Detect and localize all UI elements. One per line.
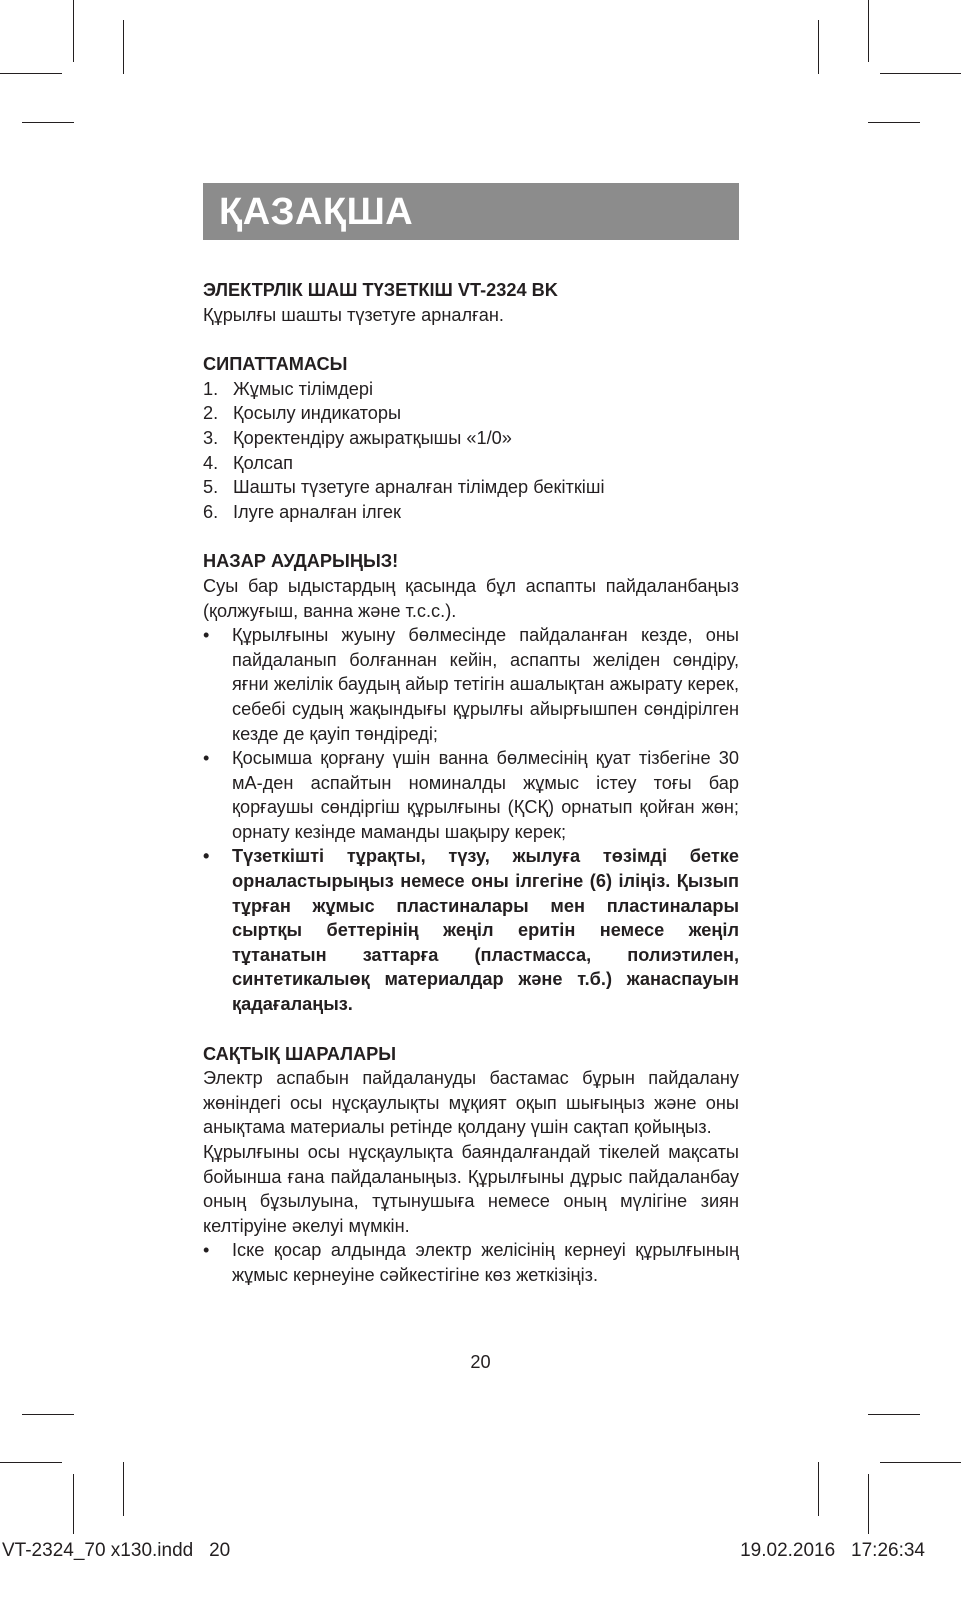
page-number: 20 <box>470 1352 491 1372</box>
slug-timestamp <box>740 1540 925 1562</box>
list-item <box>203 500 739 525</box>
crop-mark <box>123 1462 124 1516</box>
bullet-text: Түзеткішті тұрақты, түзу, жылуға төзімді бетке орналастырыңыз немесе оны ілгегіне (6) іліңіз. Қызып тұрған жұмыс пластиналары мен пластиналары сыртқы беттерінің жеңіл еритін немесе жеңіл тұтанатын заттарға (пластмасса, полиэтилен, синтетикалыөқ материалдар және т.б.) жанаспауын қадағалаңыз. <box>232 846 739 1015</box>
slug-filename: VT-2324_70 x130.indd <box>2 1540 194 1561</box>
list-item <box>203 426 739 451</box>
crop-mark <box>880 73 961 74</box>
crop-mark <box>868 1414 920 1415</box>
item-text: Қоректендіру ажыратқышы «1/0» <box>233 427 512 448</box>
crop-mark <box>868 1474 869 1534</box>
bullet-item-warning <box>203 844 739 1016</box>
list-item <box>203 475 739 500</box>
item-number: 3. <box>203 427 219 448</box>
page-content <box>203 278 739 1288</box>
bullet-marker: • <box>203 748 210 769</box>
item-text: Шашты түзетуге арналған тілімдер бекіткіші <box>233 477 605 498</box>
bullet-marker: • <box>203 846 210 867</box>
crop-mark <box>818 1462 819 1516</box>
crop-mark <box>73 1474 74 1534</box>
slug-page: 20 <box>209 1540 231 1561</box>
bullet-text: Қосымша қорғану үшін ванна бөлмесінің қуат тізбегіне 30 мА-ден аспайтын номиналды жұмыс істеу тоғы бар қорғаушы сөндіргіш құрылғыны (ҚСҚ) орнатып қойған жөн; орнату кезінде маманды шақыру керек; <box>232 748 739 842</box>
bullet-marker: • <box>203 1240 210 1261</box>
attention-bullets <box>203 623 739 1017</box>
slug-time: 17:26:34 <box>851 1540 925 1561</box>
list-item <box>203 451 739 476</box>
item-text: Ілуге арналған ілгек <box>233 501 401 522</box>
item-number: 4. <box>203 452 219 473</box>
crop-mark <box>22 122 74 123</box>
crop-mark <box>868 122 920 123</box>
bullet-item <box>203 1238 739 1287</box>
attention-intro: Суы бар ыдыстардың қасында бұл аспапты пайдаланбаңыз (қолжуғыш, ванна және т.с.с.). <box>203 575 739 621</box>
crop-mark <box>880 1462 961 1463</box>
item-number: 6. <box>203 501 219 522</box>
slug-date: 19.02.2016 <box>740 1540 836 1561</box>
bullet-text: Іске қосар алдында электр желісінің кернеуі құрылғының жұмыс кернеуіне сәйкестігіне көз жеткізіңіз. <box>232 1240 739 1285</box>
bullet-item <box>203 746 739 844</box>
crop-mark <box>0 73 62 74</box>
attention-heading: НАЗАР АУДАРЫҢЫЗ! <box>203 551 399 572</box>
section-gap <box>203 1017 739 1042</box>
item-text: Қолсап <box>233 452 293 473</box>
safety-paragraph: Электр аспабын пайдалануды бастамас бұрын пайдалану жөніндегі осы нұсқаулықты мұқият оқып шығыңыз және оны анықтама материалы ретінде қолдану үшін сақтап қойыңыз. <box>203 1068 739 1138</box>
section-gap <box>203 524 739 549</box>
parts-list <box>203 377 739 525</box>
item-number: 5. <box>203 477 219 498</box>
item-number: 2. <box>203 403 219 424</box>
crop-mark <box>868 0 869 62</box>
product-purpose: Құрылғы шашты түзетуге арналған. <box>203 304 504 325</box>
section-gap <box>203 327 739 352</box>
description-heading: СИПАТТАМАСЫ <box>203 354 348 375</box>
safety-paragraph: Құрылғыны осы нұсқаулықта баяндалғандай тікелей мақсаты бойынша ғана пайдаланыңыз. Құрылғыны дұрыс пайдаланбау оның бұзылуына, тұтынушыға немесе оның мүлігіне зиян келтіруіне әкелуі мүмкін. <box>203 1142 739 1236</box>
bullet-marker: • <box>203 625 210 646</box>
crop-mark <box>73 0 74 62</box>
list-item <box>203 401 739 426</box>
bullet-item <box>203 623 739 746</box>
product-title: ЭЛЕКТРЛІК ШАШ ТҮЗЕТКІШ VT-2324 BK <box>203 280 558 300</box>
item-text: Қосылу индикаторы <box>233 403 402 424</box>
slug-file <box>2 1540 230 1562</box>
safety-heading: САҚТЫҚ ШАРАЛАРЫ <box>203 1043 397 1064</box>
language-banner <box>203 183 739 240</box>
crop-mark <box>0 1462 62 1463</box>
item-number: 1. <box>203 378 219 399</box>
crop-mark <box>22 1414 74 1415</box>
list-item <box>203 377 739 402</box>
crop-mark <box>818 20 819 74</box>
safety-bullets <box>203 1238 739 1287</box>
banner-title: ҚАЗАҚША <box>219 191 414 233</box>
item-text: Жұмыс тілімдері <box>233 378 374 399</box>
crop-mark <box>123 20 124 74</box>
bullet-text: Құрылғыны жуыну бөлмесінде пайдаланған кезде, оны пайдаланып болғаннан кейін, аспапты желіден сөндіру, яғни желілік баудың айыр тетігін ашалықтан ажырату керек, себебі судың жақындығы құрылғы айырғышпен сөндірілген кезде де қауіп төндіреді; <box>232 625 739 744</box>
